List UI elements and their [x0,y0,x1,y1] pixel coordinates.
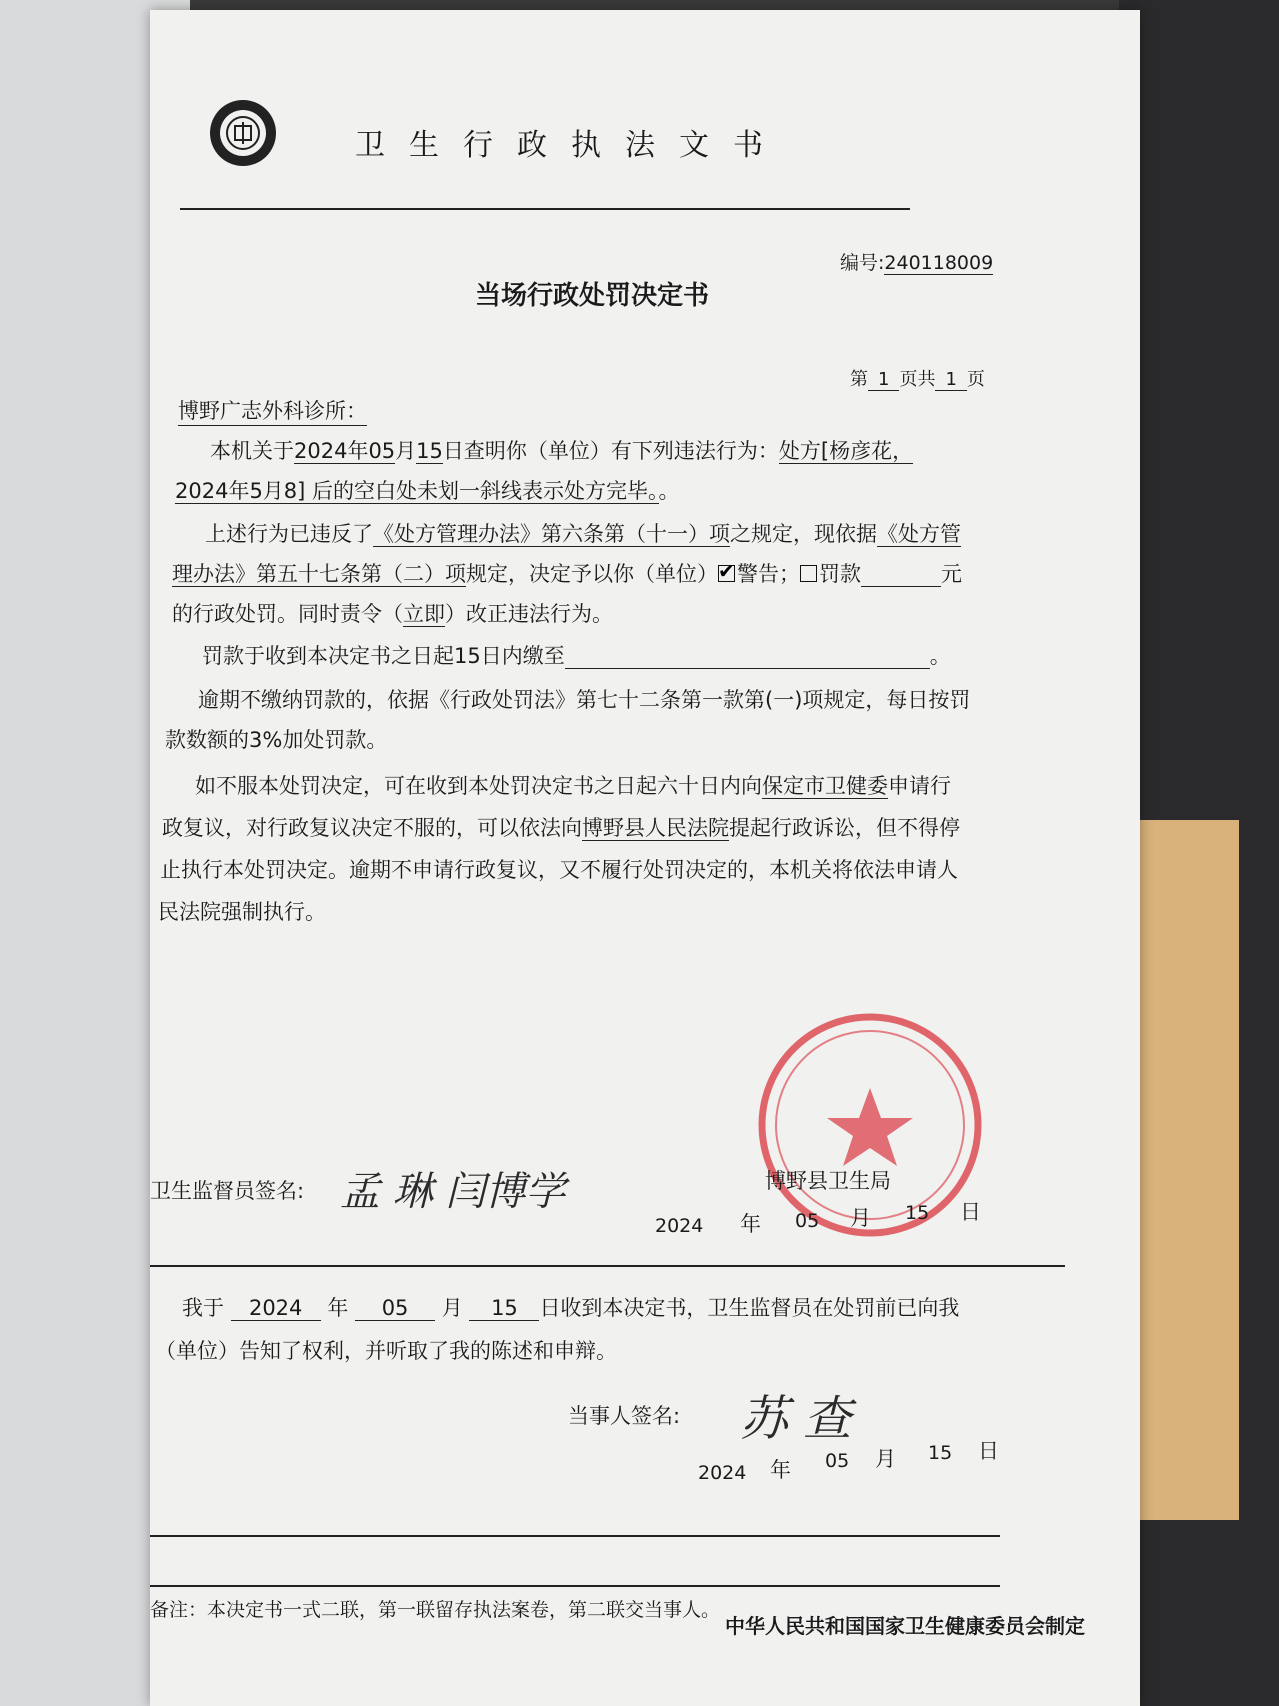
agency-date-year-label: 年 [740,1212,761,1236]
party-date-month-label: 月 [875,1447,896,1471]
agency-date-month: 05 [795,1210,820,1232]
receipt-month: 05 [355,1296,435,1321]
fine-checkbox [800,565,817,582]
paragraph-1-line-1: 本机关于2024年05月15日查明你（单位）有下列违法行为：处方[杨彦花， [210,439,914,463]
document-title: 卫生行政执法文书 [355,128,787,163]
footer-rule-bottom [150,1585,1000,1587]
paragraph-3: 罚款于收到本决定书之日起15日内缴至 。 [202,644,951,668]
paragraph-4-line-1: 逾期不缴纳罚款的，依据《行政处罚法》第七十二条第一款第(一)项规定，每日按罚 [198,688,971,712]
paragraph-1-line-2: 2024年5月8] 后的空白处未划一斜线表示处方完毕。。 [175,479,680,503]
footer-note: 备注：本决定书一式二联，第一联留存执法案卷，第二联交当事人。 [150,1599,721,1621]
party-date-year-label: 年 [770,1458,791,1482]
health-emblem-icon [208,98,278,168]
inspector-signature: 孟 琳 闫博学 [340,1169,566,1215]
agency-date-day-label: 日 [960,1200,981,1224]
agency-date-day: 15 [905,1202,930,1224]
receipt-line-1: 我于 2024 年 05 月 15 日收到本决定书，卫生监督员在处罚前已向我 [182,1296,960,1320]
paragraph-2-line-2: 理办法》第五十七条第（二）项规定，决定予以你（单位）✔ 警告； 罚款 元 [172,558,962,588]
receipt-divider [150,1265,1065,1267]
party-date-day: 15 [928,1442,953,1464]
document-number-value: 240118009 [884,252,994,274]
paragraph-5-line-2: 政复议，对行政复议决定不服的，可以依法向博野县人民法院提起行政诉讼，但不得停 [162,816,960,840]
inspector-sign-label: 卫生监督员签名: [150,1179,305,1203]
paragraph-2-line-3: 的行政处罚。同时责令（立即）改正违法行为。 [172,602,613,626]
party-date-year: 2024 [698,1462,747,1484]
payment-place-blank [565,644,930,669]
background-folder-edge [1129,820,1239,1520]
title-rule [180,208,910,210]
paragraph-2-line-1: 上述行为已违反了《处方管理办法》第六条第（十一）项之规定，现依据《处方管 [205,522,961,546]
paragraph-5-line-1: 如不服本处罚决定，可在收到本处罚决定书之日起六十日内向保定市卫健委申请行 [195,774,951,798]
party-sign-label: 当事人签名: [568,1404,681,1428]
warning-checkbox [718,565,735,582]
paragraph-4-line-2: 款数额的3%加处罚款。 [165,728,388,752]
addressee: 博野广志外科诊所： [178,395,367,426]
document-page [150,10,1140,1706]
fine-amount-blank [861,562,941,587]
party-date-day-label: 日 [978,1439,999,1463]
document-number: 编号:240118009 [840,252,994,274]
paragraph-5-line-3: 止执行本处罚决定。逾期不申请行政复议，又不履行处罚决定的，本机关将依法申请人 [160,858,958,882]
receipt-day: 15 [469,1296,539,1321]
issuer-name: 中华人民共和国国家卫生健康委员会制定 [725,1614,1085,1638]
receipt-year: 2024 [231,1296,321,1321]
agency-date-year: 2024 [655,1215,704,1237]
receipt-line-2: （单位）告知了权利，并听取了我的陈述和申辩。 [155,1339,617,1363]
agency-date-month-label: 月 [850,1206,871,1230]
decision-heading: 当场行政处罚决定书 [475,281,710,311]
party-date-month: 05 [825,1450,850,1472]
party-signature: 苏 查 [740,1391,852,1447]
paragraph-5-line-4: 民法院强制执行。 [158,900,326,924]
agency-name: 博野县卫生局 [765,1169,891,1193]
page-info: 第 1 页共 1 页 [850,369,985,390]
footer-rule-top [150,1535,1000,1537]
